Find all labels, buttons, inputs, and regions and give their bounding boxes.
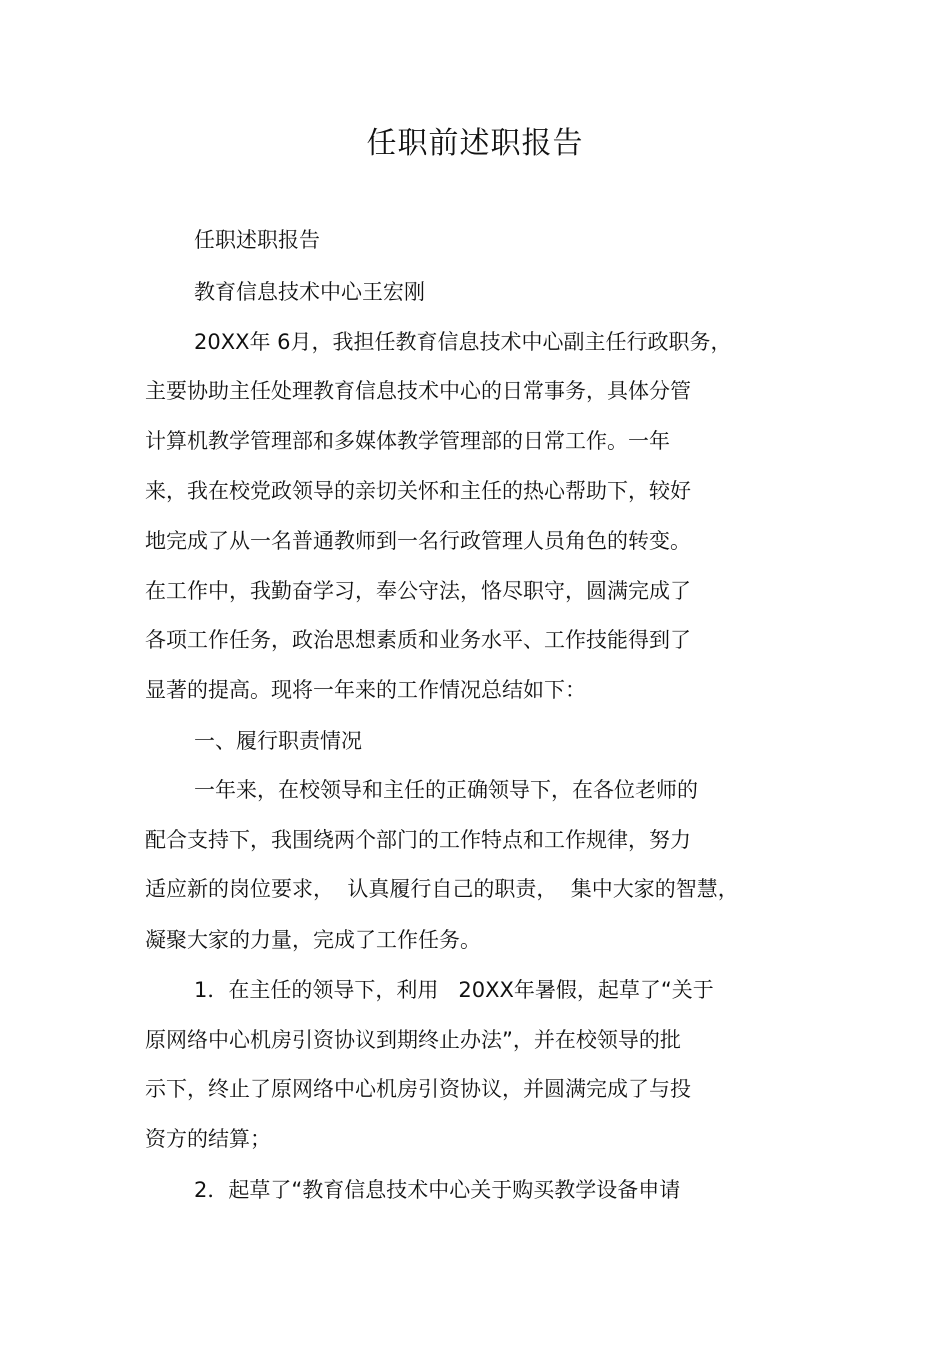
list-item: 1．在主任的领导下，利用 20XX年暑假，起草了“关于: [194, 978, 714, 1002]
paragraph-line: 一年来，在校领导和主任的正确领导下，在各位老师的: [194, 778, 698, 802]
paragraph-line: 各项工作任务，政治思想素质和业务水平、工作技能得到了: [145, 628, 691, 652]
document-title: 任职前述职报告: [366, 126, 584, 161]
paragraph-line: 地完成了从一名普通教师到一名行政管理人员角色的转变。: [145, 529, 691, 553]
list-item: 2．起草了“教育信息技术中心关于购买教学设备申请: [194, 1178, 681, 1202]
paragraph-line: 配合支持下，我围绕两个部门的工作特点和工作规律，努力: [145, 828, 691, 852]
paragraph-line: 教育信息技术中心王宏刚: [194, 280, 425, 304]
paragraph-line: 凝聚大家的力量，完成了工作任务。: [145, 928, 481, 952]
paragraph-line: 来，我在校党政领导的亲切关怀和主任的热心帮助下，较好: [145, 479, 691, 503]
paragraph-line: 适应新的岗位要求， 认真履行自己的职责， 集中大家的智慧，: [145, 877, 739, 901]
paragraph-line: 原网络中心机房引资协议到期终止办法”，并在校领导的批: [145, 1028, 681, 1052]
section-heading: 一、履行职责情况: [194, 729, 362, 753]
paragraph-line: 计算机教学管理部和多媒体教学管理部的日常工作。一年: [145, 429, 670, 453]
paragraph-line: 20XX年 6月，我担任教育信息技术中心副主任行政职务，: [194, 330, 732, 354]
paragraph-line: 在工作中，我勤奋学习，奉公守法，恪尽职守，圆满完成了: [145, 579, 691, 603]
paragraph-line: 显著的提高。现将一年来的工作情况总结如下：: [145, 678, 586, 702]
paragraph-line: 任职述职报告: [194, 228, 320, 252]
paragraph-line: 示下，终止了原网络中心机房引资协议，并圆满完成了与投: [145, 1077, 691, 1101]
paragraph-line: 主要协助主任处理教育信息技术中心的日常事务，具体分管: [145, 379, 691, 403]
paragraph-line: 资方的结算；: [145, 1127, 271, 1151]
